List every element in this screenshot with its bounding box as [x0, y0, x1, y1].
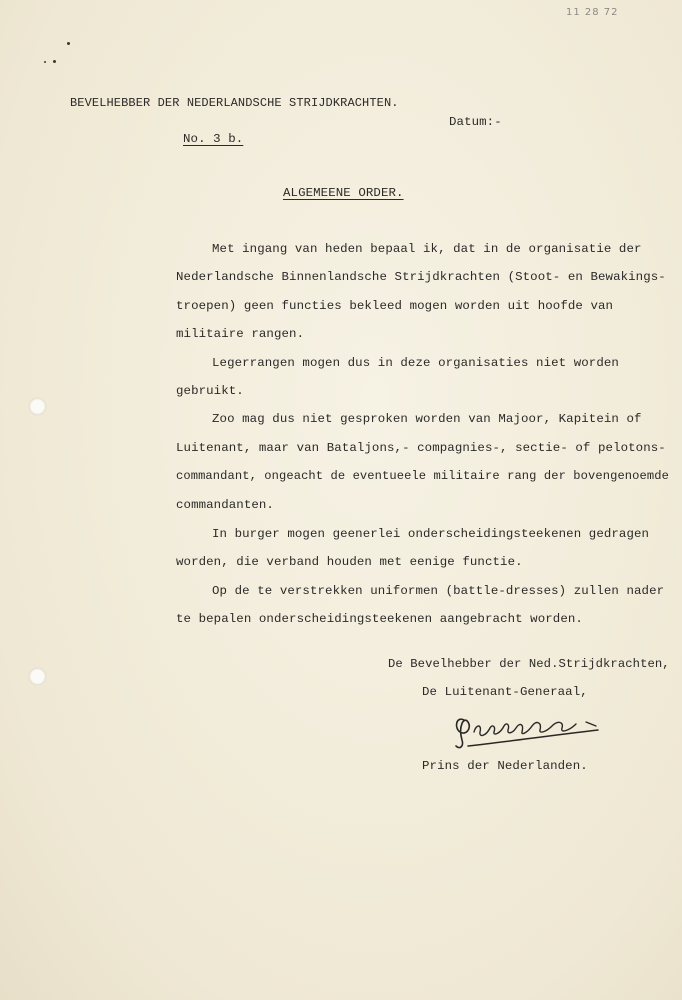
- body-line: worden, die verband houden met eenige functie.: [176, 555, 523, 569]
- punch-hole: [29, 398, 46, 415]
- document-title: ALGEMEENE ORDER.: [283, 186, 404, 200]
- body-line: te bepalen onderscheidingsteekenen aangebracht worden.: [176, 612, 583, 626]
- body-line: Op de te verstrekken uniformen (battle-dresses) zullen nader: [212, 584, 665, 598]
- body-line: Nederlandsche Binnenlandsche Strijdkrachten (Stoot- en Bewakings-: [176, 270, 666, 284]
- body-line: Zoo mag dus niet gesproken worden van Majoor, Kapitein of: [212, 412, 642, 426]
- handwritten-signature: [446, 702, 606, 758]
- body-line: Legerrangen mogen dus in deze organisaties niet worden: [212, 356, 619, 370]
- ink-speck: [67, 42, 70, 45]
- body-line: militaire rangen.: [176, 327, 305, 341]
- ink-speck: [44, 61, 46, 63]
- body-line: In burger mogen geenerlei onderscheidingsteekenen gedragen: [212, 527, 650, 541]
- order-number: No. 3 b.: [183, 132, 244, 146]
- ink-speck: [53, 60, 56, 63]
- punch-hole: [29, 668, 46, 685]
- body-line: Met ingang van heden bepaal ik, dat in de organisatie der: [212, 242, 642, 256]
- signatory-title: De Bevelhebber der Ned.Strijdkrachten,: [388, 657, 670, 671]
- body-line: gebruikt.: [176, 384, 244, 398]
- body-line: commandant, ongeacht de eventueele militaire rang der bovengenoemde: [176, 469, 669, 483]
- archive-note: 11 28 72: [566, 7, 619, 18]
- body-line: commandanten.: [176, 498, 274, 512]
- issuer-heading: BEVELHEBBER DER NEDERLANDSCHE STRIJDKRACHTEN.: [70, 96, 399, 110]
- body-line: troepen) geen functies bekleed mogen worden uit hoofde van: [176, 299, 614, 313]
- date-label: Datum:-: [449, 115, 502, 129]
- signatory-name: Prins der Nederlanden.: [422, 759, 588, 773]
- signatory-rank: De Luitenant-Generaal,: [422, 685, 588, 699]
- body-line: Luitenant, maar van Bataljons,- compagnies-, sectie- of pelotons-: [176, 441, 666, 455]
